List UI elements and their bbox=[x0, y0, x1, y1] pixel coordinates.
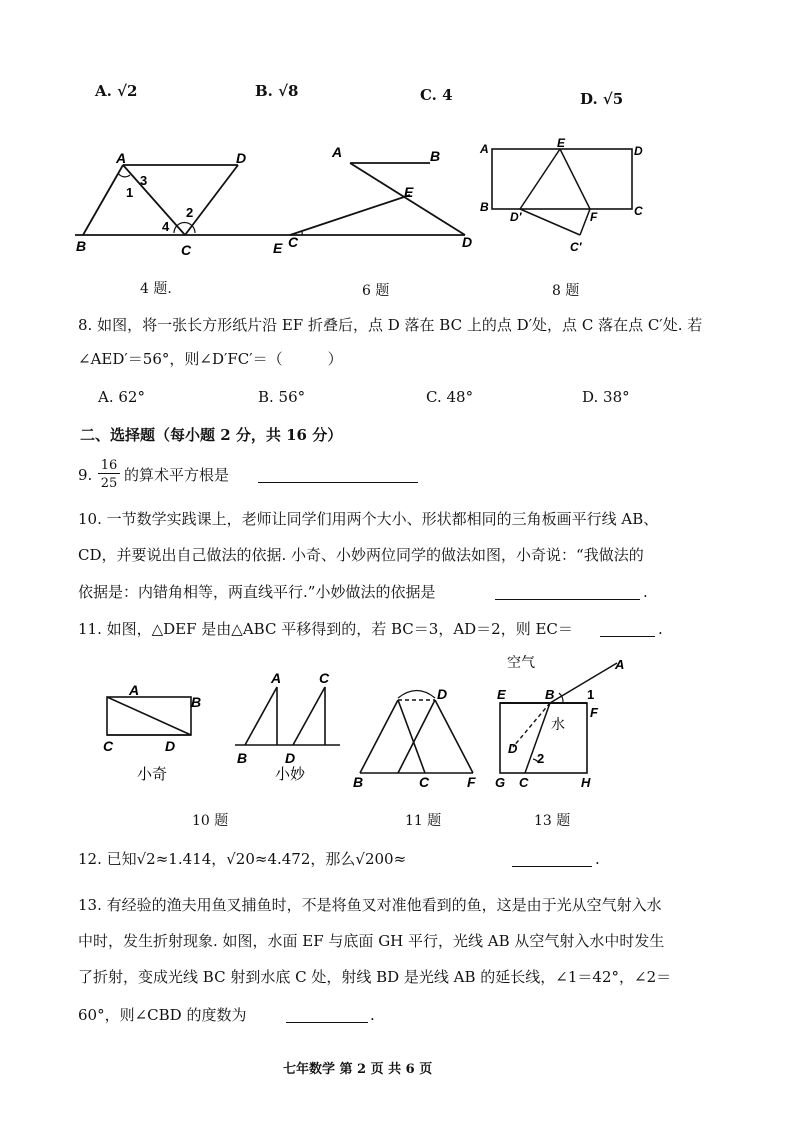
svg-text:B: B bbox=[480, 200, 489, 214]
svg-text:G: G bbox=[495, 775, 506, 790]
q8-line-1: 8. 如图，将一张长方形纸片沿 EF 折叠后，点 D 落在 BC 上的点 D′处，点 C 落在点 C′处. 若 bbox=[78, 316, 703, 334]
svg-text:A: A bbox=[332, 144, 343, 160]
svg-text:E: E bbox=[557, 136, 566, 150]
water-label: 水 bbox=[551, 716, 565, 732]
q10-end: . bbox=[643, 583, 648, 601]
section-2-title: 二、选择题（每小题 2 分，共 16 分） bbox=[80, 426, 343, 444]
figure-11 bbox=[353, 686, 476, 790]
q8-option-c: C. 48° bbox=[426, 388, 474, 406]
svg-text:H: H bbox=[581, 775, 591, 790]
svg-text:D: D bbox=[634, 144, 643, 158]
figure-6-label: 6 题 bbox=[362, 283, 390, 299]
q9-frac-den: 25 bbox=[100, 476, 118, 491]
svg-text:A: A bbox=[271, 670, 282, 686]
q9 bbox=[78, 458, 478, 494]
figure-4-label: 4 题. bbox=[140, 281, 172, 297]
svg-text:1: 1 bbox=[126, 185, 134, 200]
q8-option-d: D. 38° bbox=[582, 388, 630, 406]
q11-answer-blank bbox=[600, 622, 655, 637]
figure-13-label: 13 题 bbox=[534, 813, 571, 829]
svg-text:F: F bbox=[590, 705, 598, 720]
q7-option-d: D. √5 bbox=[580, 90, 624, 108]
q13-line-2: 中时，发生折射现象. 如图，水面 EF 与底面 GH 平行，光线 AB 从空气射入水中时发生 bbox=[78, 932, 665, 950]
svg-text:C: C bbox=[519, 775, 529, 790]
figure-13 bbox=[495, 655, 624, 790]
svg-text:D: D bbox=[285, 750, 296, 766]
q11-end: . bbox=[658, 620, 663, 638]
figure-8-label: 8 题 bbox=[552, 283, 580, 299]
svg-text:D: D bbox=[437, 686, 448, 702]
q7-option-c: C. 4 bbox=[420, 86, 453, 104]
q13-end: . bbox=[370, 1006, 375, 1024]
svg-text:C′: C′ bbox=[570, 240, 582, 254]
q12-end: . bbox=[595, 850, 600, 868]
svg-text:B: B bbox=[237, 750, 248, 766]
page-footer: 七年数学 第 2 页 共 6 页 bbox=[283, 1062, 433, 1077]
q11-line: 11. 如图，△DEF 是由△ABC 平移得到的，若 BC＝3，AD＝2，则 EC＝ bbox=[78, 620, 573, 638]
figure-10-label: 10 题 bbox=[192, 813, 229, 829]
q10-line-2: CD，并要说出自己做法的依据. 小奇、小妙两位同学的做法如图，小奇说：“我做法的 bbox=[78, 546, 644, 564]
q13-answer-blank bbox=[286, 1008, 368, 1023]
xiaomiao-label: 小妙 bbox=[275, 766, 306, 783]
svg-text:2: 2 bbox=[537, 751, 545, 766]
svg-text:C: C bbox=[103, 738, 114, 754]
q8-line-2: ∠AED′＝56°，则∠D′FC′＝（ ） bbox=[78, 350, 343, 368]
q10-line-3: 依据是：内错角相等，两直线平行.”小妙做法的依据是 bbox=[78, 583, 436, 601]
figures-row-2 bbox=[95, 655, 655, 800]
svg-text:D: D bbox=[462, 234, 473, 250]
svg-text:B: B bbox=[430, 148, 441, 164]
svg-text:D: D bbox=[508, 741, 518, 756]
svg-text:B: B bbox=[545, 687, 555, 702]
q9-text: 的算术平方根是 bbox=[124, 466, 230, 484]
q13-line-4: 60°，则∠CBD 的度数为 bbox=[78, 1006, 247, 1024]
q9-number: 9. bbox=[78, 466, 93, 484]
svg-text:B: B bbox=[353, 774, 364, 790]
svg-text:A: A bbox=[480, 142, 489, 156]
q7-option-a: A. √2 bbox=[95, 82, 138, 100]
svg-text:D: D bbox=[165, 738, 176, 754]
q10-answer-blank bbox=[495, 585, 640, 600]
q8-option-a: A. 62° bbox=[98, 388, 145, 406]
svg-text:A: A bbox=[615, 657, 625, 672]
svg-text:A: A bbox=[116, 150, 127, 166]
svg-text:A: A bbox=[129, 682, 140, 698]
svg-text:3: 3 bbox=[140, 173, 148, 188]
figure-4 bbox=[75, 150, 290, 258]
svg-text:F: F bbox=[467, 774, 476, 790]
svg-text:C: C bbox=[634, 204, 643, 218]
svg-text:C: C bbox=[181, 242, 192, 258]
q13-line-1: 13. 有经验的渔夫用鱼叉捕鱼时，不是将鱼叉对准他看到的鱼，这是由于光从空气射入水 bbox=[78, 896, 662, 914]
q12-line: 12. 已知√2≈1.414，√20≈4.472，那么√200≈ bbox=[78, 850, 407, 868]
figure-11-label: 11 题 bbox=[405, 813, 442, 829]
svg-text:C: C bbox=[288, 234, 299, 250]
svg-text:F: F bbox=[590, 210, 598, 224]
figures-row-1 bbox=[70, 135, 650, 270]
xiaoqi-label: 小奇 bbox=[137, 766, 168, 783]
air-label: 空气 bbox=[507, 655, 535, 670]
q8-option-b: B. 56° bbox=[258, 388, 306, 406]
svg-text:E: E bbox=[497, 687, 506, 702]
q10-line-1: 10. 一节数学实践课上，老师让同学们用两个大小、形状都相同的三角板画平行线 AB、 bbox=[78, 510, 659, 528]
q13-line-3: 了折射，变成光线 BC 射到水底 C 处，射线 BD 是光线 AB 的延长线，∠1＝42°，∠2＝ bbox=[78, 968, 672, 986]
svg-text:B: B bbox=[76, 238, 87, 254]
q7-option-b: B. √8 bbox=[255, 82, 299, 100]
figure-10-xiaomiao bbox=[235, 670, 340, 783]
q9-frac-num: 16 bbox=[98, 458, 120, 474]
svg-text:2: 2 bbox=[186, 205, 194, 220]
svg-text:B: B bbox=[191, 694, 202, 710]
figure-8 bbox=[479, 136, 643, 254]
svg-text:1: 1 bbox=[587, 687, 595, 702]
figure-10-xiaoqi bbox=[103, 682, 201, 783]
svg-text:E: E bbox=[273, 240, 283, 256]
svg-text:4: 4 bbox=[162, 219, 170, 234]
svg-text:E: E bbox=[404, 184, 414, 200]
svg-text:D′: D′ bbox=[510, 210, 522, 224]
q9-answer-blank bbox=[258, 468, 418, 483]
q12-answer-blank bbox=[512, 852, 592, 867]
svg-text:C: C bbox=[419, 774, 430, 790]
svg-text:C: C bbox=[319, 670, 330, 686]
svg-text:D: D bbox=[236, 150, 247, 166]
figure-6 bbox=[288, 144, 472, 250]
